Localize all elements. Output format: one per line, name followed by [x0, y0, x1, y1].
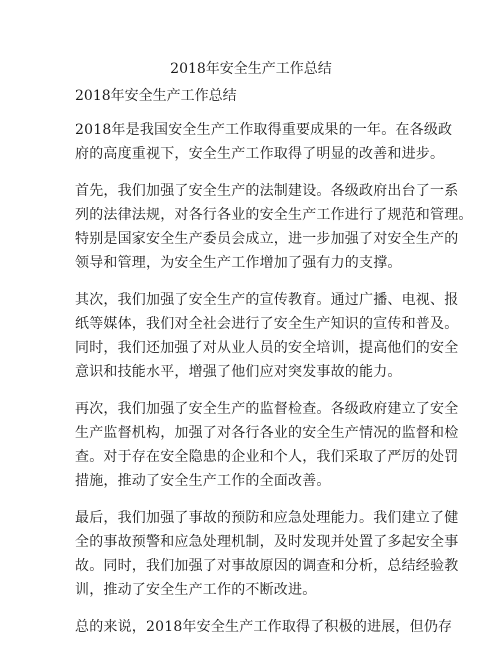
paragraph-supervision — [75, 397, 459, 493]
text-line: 查。对于存在安全隐患的企业和个人，我们采取了严厉的处罚 — [75, 449, 459, 465]
paragraph-legal — [75, 179, 473, 275]
text-line: 意识和技能水平，增强了他们应对突发事故的能力。 — [75, 364, 402, 380]
text-line: 故。同时，我们加强了对事故原因的调查和分析，总结经验教 — [75, 558, 459, 574]
document-body — [75, 84, 473, 652]
text-line: 总的来说，2018年安全生产工作取得了积极的进展，但仍存 — [75, 619, 453, 635]
text-line: 全的事故预警和应急处理机制，及时发现并处置了多起安全事 — [75, 534, 459, 550]
paragraph-education — [75, 288, 459, 384]
text-line: 同时，我们还加强了对从业人员的安全培训，提高他们的安全 — [75, 340, 459, 356]
text-line: 其次，我们加强了安全生产的宣传教育。通过广播、电视、报 — [75, 292, 459, 308]
text-line: 训，推动了安全生产工作的不断改进。 — [75, 582, 317, 598]
text-line: 再次，我们加强了安全生产的监督检查。各级政府建立了安全 — [75, 401, 459, 417]
text-line: 2018年是我国安全生产工作取得重要成果的一年。在各级政 — [75, 122, 453, 138]
document-title: 2018年安全生产工作总结 — [170, 61, 332, 77]
text-line: 最后，我们加强了事故的预防和应急处理能力。我们建立了健 — [75, 510, 459, 526]
text-line: 纸等媒体，我们对全社会进行了安全生产知识的宣传和普及。 — [75, 316, 459, 332]
text-line: 领导和管理，为安全生产工作增加了强有力的支撑。 — [75, 255, 402, 271]
document-subtitle: 2018年安全生产工作总结 — [75, 88, 237, 104]
text-line: 列的法律法规，对各行各业的安全生产工作进行了规范和管理。 — [75, 207, 473, 223]
text-line: 措施，推动了安全生产工作的全面改善。 — [75, 473, 331, 489]
text-line: 首先，我们加强了安全生产的法制建设。各级政府出台了一系 — [75, 183, 459, 199]
paragraph-intro — [75, 118, 453, 166]
paragraph-summary — [75, 615, 453, 639]
text-line: 生产监督机构，加强了对各行各业的安全生产情况的监督和检 — [75, 425, 459, 441]
text-line: 府的高度重视下，安全生产工作取得了明显的改善和进步。 — [75, 146, 445, 162]
paragraph-emergency — [75, 506, 459, 602]
text-line: 特别是国家安全生产委员会成立，进一步加强了对安全生产的 — [75, 231, 459, 247]
